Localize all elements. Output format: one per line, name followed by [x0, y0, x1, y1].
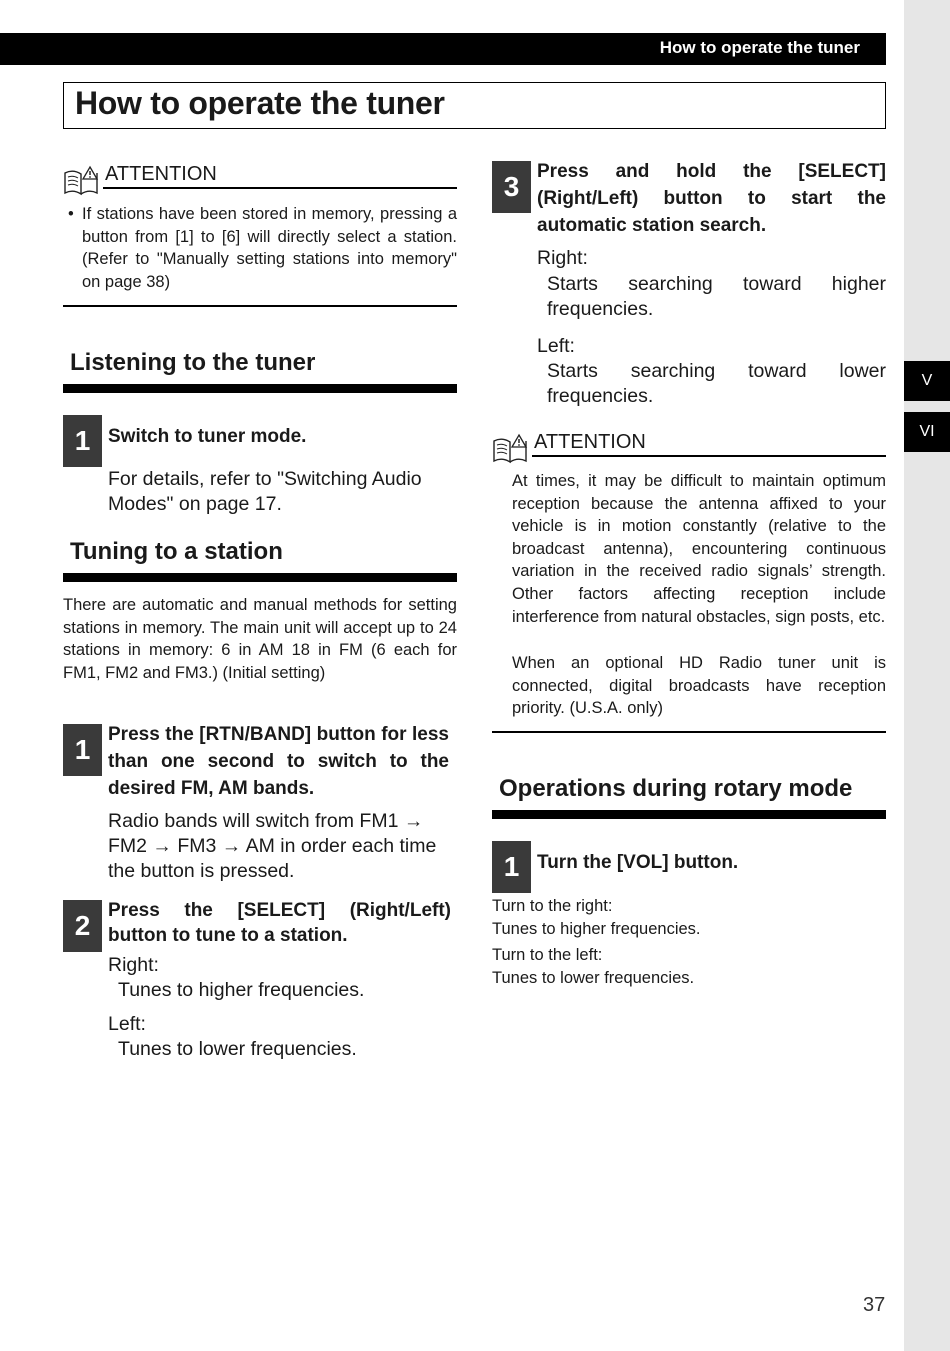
left-description: Tunes to lower frequencies. [118, 1038, 357, 1060]
step-instruction: Press the [SELECT] (Right/Left) button to tune to a station. [108, 900, 451, 946]
rotary-right-description: Tunes to higher frequencies. [492, 920, 701, 938]
attention-text: If stations have been stored in memory, pressing a button from [1] to [6] will directly select a station. (Refer to "Manually setting stations into memory" on page 38) [82, 205, 457, 291]
attention-end-rule [492, 731, 886, 733]
attention-heading [492, 429, 886, 459]
rotary-left-label: Turn to the left: [492, 946, 603, 964]
rotary-left-description: Tunes to lower frequencies. [492, 969, 695, 987]
page-title: How to operate the tuner [75, 85, 445, 121]
section-bar [63, 573, 457, 582]
attention-end-rule [63, 305, 457, 307]
attention-text: At times, it may be difficult to maintain optimum reception because the antenna affixed to your vehicle is in motion constantly (relative to the broadcast antenna), encountering continuous variation in the received radio signals’ strength. Other factors affecting reception include interference from natural obstacles, sign posts, etc. [512, 472, 886, 626]
attention-heading [63, 161, 457, 191]
chapter-tab-label: V [921, 372, 933, 389]
rotary-right-label: Turn to the right: [492, 897, 613, 915]
right-label: Right: [108, 954, 159, 976]
running-header-title: How to operate the tuner [659, 38, 860, 57]
step-detail: Radio bands will switch from FM1 → FM2 → FM3 → AM in order each time the button is pressed. [108, 810, 437, 882]
book-icon [63, 165, 101, 197]
chapter-tab-vi [904, 412, 950, 452]
section-title-tuning: Tuning to a station [70, 538, 283, 565]
attention-text: When an optional HD Radio tuner unit is connected, digital broadcasts have reception priority. (U.S.A. only) [512, 654, 886, 718]
section-title-rotary: Operations during rotary mode [499, 775, 853, 802]
step-instruction: Press and hold the [SELECT] (Right/Left) button to start the automatic station search. [537, 161, 886, 236]
step-number: 1 [63, 724, 102, 776]
page-number: 37 [863, 1294, 886, 1316]
step-instruction: Switch to tuner mode. [108, 426, 307, 447]
step-number: 3 [492, 161, 531, 213]
attention-rule [103, 187, 457, 189]
right-label: Right: [537, 247, 588, 269]
chapter-tab-label: VI [919, 423, 935, 440]
left-label: Left: [537, 335, 575, 357]
section-bar [492, 810, 886, 819]
section-title-listening: Listening to the tuner [70, 349, 316, 376]
step-number: 1 [492, 841, 531, 893]
left-label: Left: [108, 1013, 146, 1035]
step-number: 1 [63, 415, 102, 467]
right-column [492, 0, 886, 1351]
left-column [63, 0, 457, 1351]
bullet: • [68, 205, 74, 223]
attention-label: ATTENTION [534, 431, 646, 453]
attention-rule [532, 455, 886, 457]
attention-label: ATTENTION [105, 163, 217, 185]
right-description: Tunes to higher frequencies. [118, 979, 365, 1001]
step-instruction: Press the [RTN/BAND] button for less than one second to switch to the desired FM, AM bands. [108, 724, 449, 799]
step-instruction: Turn the [VOL] button. [537, 852, 739, 873]
chapter-tab-v [904, 361, 950, 401]
step-number: 2 [63, 900, 102, 952]
step-detail: For details, refer to "Switching Audio Modes" on page 17. [108, 468, 422, 515]
right-description: Starts searching toward higher frequencies. [547, 273, 886, 320]
side-strip [904, 0, 950, 1351]
section-bar [63, 384, 457, 393]
book-icon [492, 433, 530, 465]
tuning-intro: There are automatic and manual methods for setting stations in memory. The main unit will accept up to 24 stations in memory: 6 in AM 18 in FM (6 each for FM1, FM2 and FM3.) (Initial setting) [63, 596, 457, 682]
left-description: Starts searching toward lower frequencies. [547, 360, 886, 407]
